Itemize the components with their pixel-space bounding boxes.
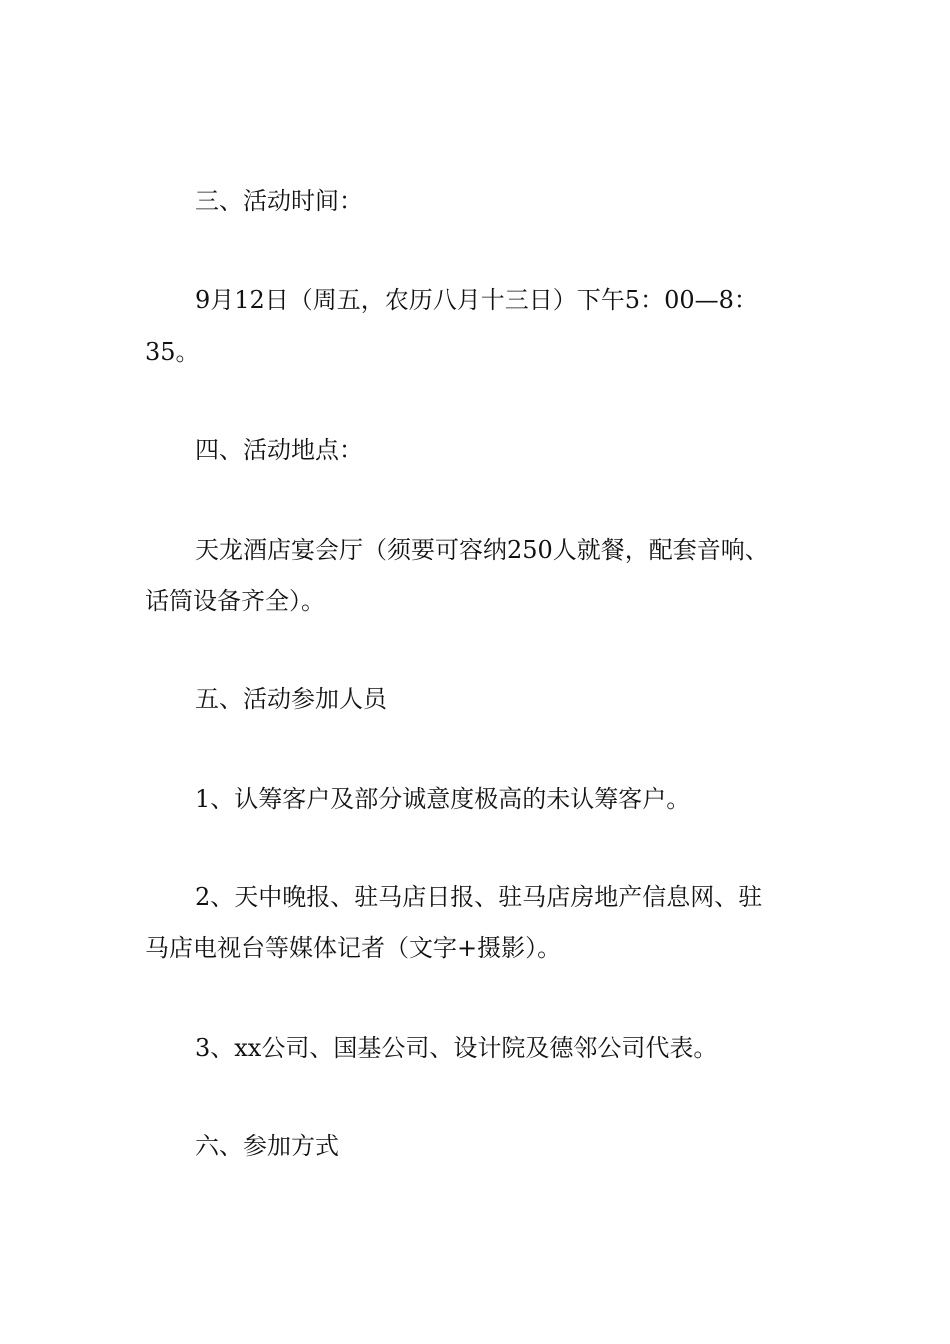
paragraph-time-line-2: 35。	[145, 338, 200, 366]
section-heading-participants: 五、活动参加人员	[195, 685, 387, 713]
list-item-2-line-2: 马店电视台等媒体记者（文字+摄影）。	[145, 934, 562, 962]
paragraph-location-line-1: 天龙酒店宴会厅（须要可容纳250人就餐，配套音响、	[195, 536, 769, 564]
section-heading-time: 三、活动时间：	[195, 187, 363, 215]
list-item-3: 3、xx公司、国基公司、设计院及德邻公司代表。	[195, 1034, 718, 1062]
paragraph-time-line-1: 9月12日（周五，农历八月十三日）下午5：00—8：	[195, 286, 758, 314]
list-item-2-line-1: 2、天中晚报、驻马店日报、驻马店房地产信息网、驻	[195, 883, 763, 911]
list-item-1: 1、认筹客户及部分诚意度极高的未认筹客户。	[195, 785, 691, 813]
paragraph-location-line-2: 话筒设备齐全）。	[145, 587, 325, 615]
section-heading-location: 四、活动地点：	[195, 436, 363, 464]
section-heading-method: 六、参加方式	[195, 1132, 339, 1160]
